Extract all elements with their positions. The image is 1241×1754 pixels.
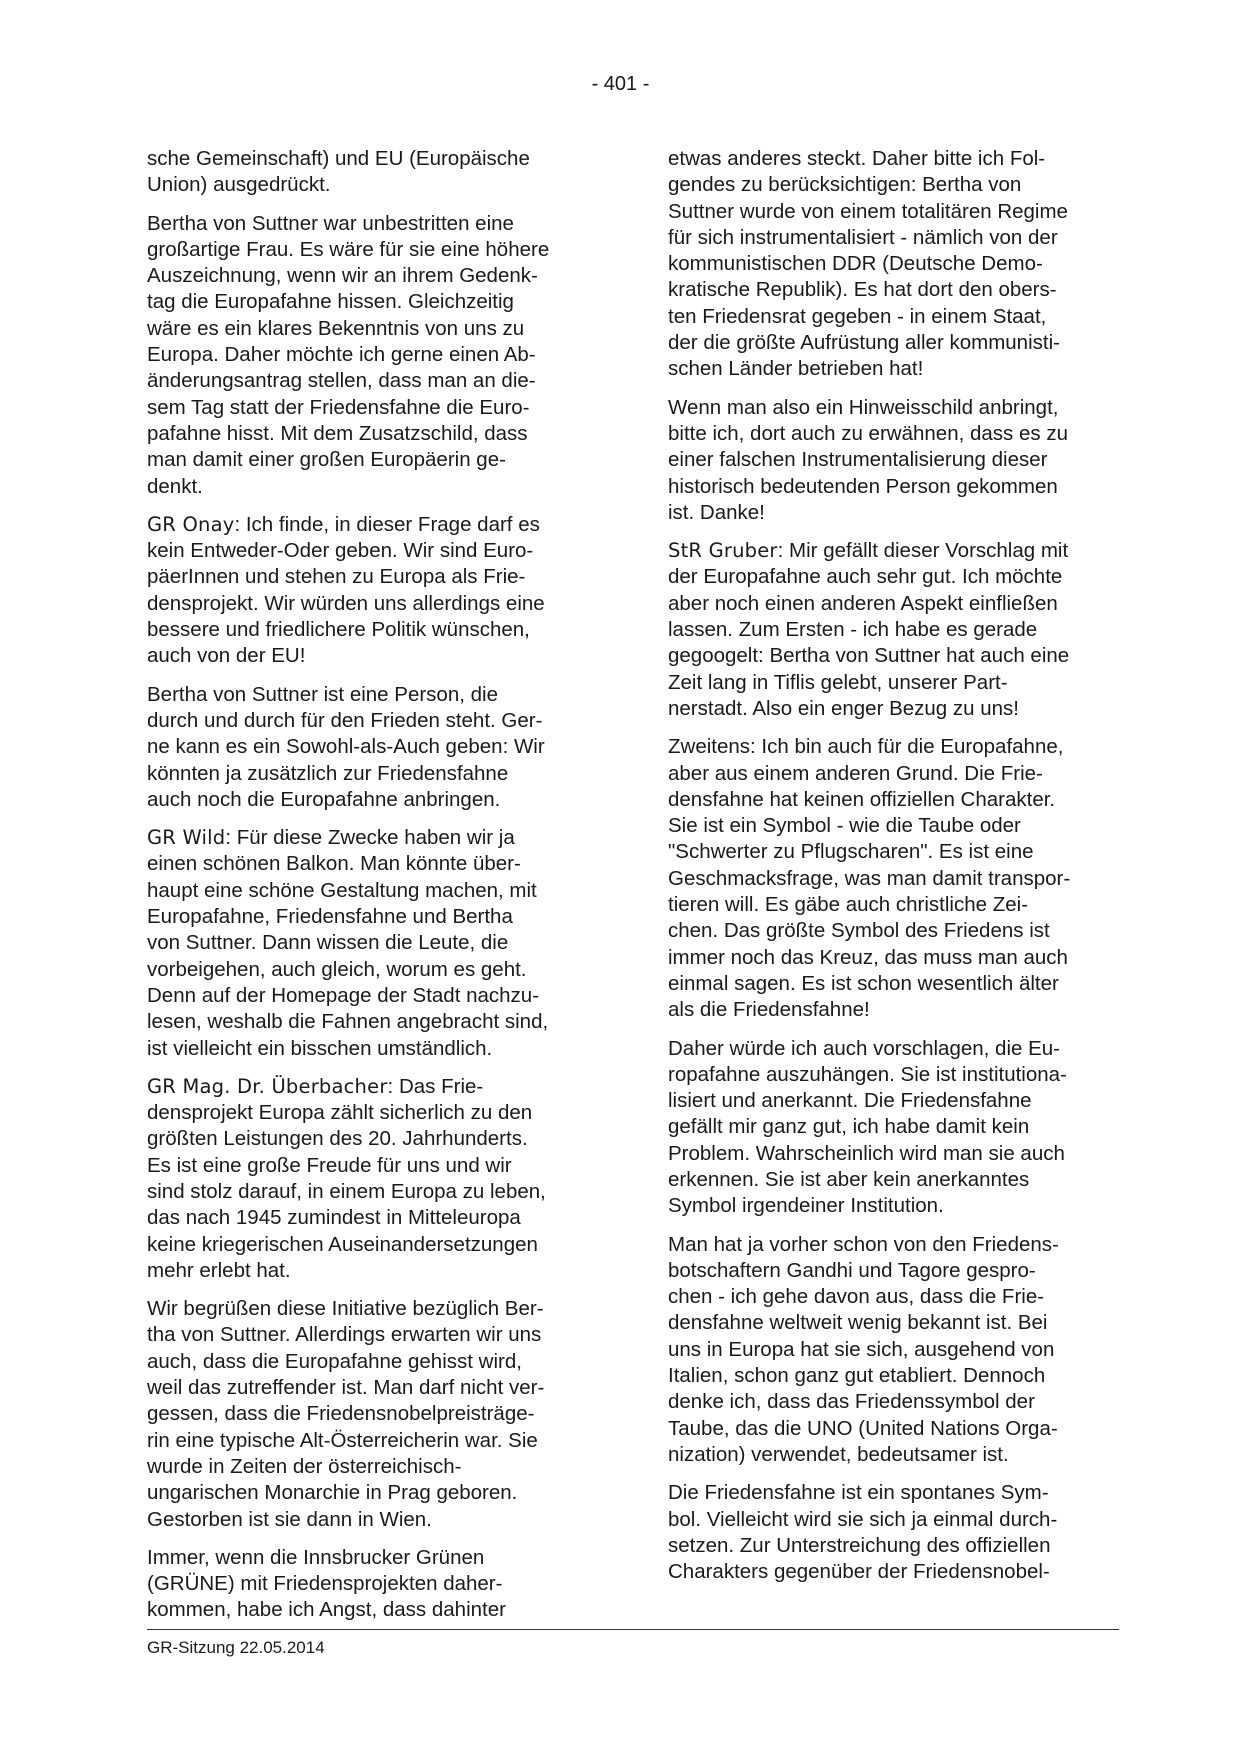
speech-text: : Für diese Zwecke haben wir ja einen schönen Balkon. Man könnte über- haupt eine schöne Gestaltung machen, mit Europafahne, Friedensfahne und Bertha von Suttner. Dann wissen die Leute, die vorbeigehen, auch gleich, worum es geht. Denn auf der Homepage der Stadt nachzu- lesen, weshalb die Fahnen angebracht sind, ist vielleicht ein bisschen umständlich. [147,826,549,1060]
speech-text: : Mir gefällt dieser Vorschlag mit der Europafahne auch sehr gut. Ich möchte aber noch einen anderen Aspekt einfließen lassen. Zum Ersten - ich habe es gerade gegoogelt: Bertha von Suttner hat auch eine Zeit lang in Tiflis gelebt, unserer Part- nerstadt. Also ein enger Bezug zu uns! [668,539,1070,720]
paragraph: Die Friedensfahne ist ein spontanes Sym- bol. Vielleicht wird sie sich ja einmal durch- setzen. Zur Unterstreichung des offiziellen Charakters gegenüber der Friedensnobel- [668,1481,1058,1584]
paragraph: etwas anderes steckt. Daher bitte ich Fol- gendes zu berücksichtigen: Bertha von Suttner wurde von einem totalitären Regime für sich instrumentalisiert - nämlich von der kommunistischen DDR (Deutsche Demo- kratische Republik). Es hat dort den obers- ten Friedensrat gegeben - in einem Staat, der die größte Aufrüstung aller kommunisti- schen Länder betrieben hat! [668,147,1068,381]
paragraph: Zweitens: Ich bin auch für die Europafahne, aber aus einem anderen Grund. Die Frie- densfahne hat keinen offiziellen Charakter. Sie ist ein Symbol - wie die Taube oder "Schwerter zu Pflugscharen". Es ist eine Geschmacksfrage, was man damit transpor- tieren will. Es gäbe auch christliche Zei- chen. Das größte Symbol des Friedens ist immer noch das Kreuz, das muss man auch einmal sagen. Es ist schon wesentlich älter als die Friedensfahne! [668,735,1071,1022]
paragraph: sche Gemeinschaft) und EU (Europäische Union) ausgedrückt. [147,147,530,197]
paragraph: Man hat ja vorher schon von den Friedens- botschaftern Gandhi und Tagore gespro- chen - ich gehe davon aus, dass die Frie- densfahne weltweit wenig bekannt ist. Bei uns in Europa hat sie sich, ausgehend von Italien, schon ganz gut etabliert. Dennoch denke ich, dass das Friedenssymbol der Taube, das die UNO (United Nations Orga- nization) verwendet, bedeutsamer ist. [668,1232,1059,1466]
footer-divider [147,1629,1119,1630]
speech-paragraph [668,538,1108,722]
paragraph: Bertha von Suttner war unbestritten eine großartige Frau. Es wäre für sie eine höhere Auszeichnung, wenn wir an ihrem Gedenk- tag die Europafahne hissen. Gleichzeitig wäre es ein klares Bekenntnis von uns zu Europa. Daher möchte ich gerne einen Ab- änderungsantrag stellen, dass man an die- sem Tag statt der Friedensfahne die Euro- pafahne hisst. Mit dem Zusatzschild, dass man damit einer großen Europäerin ge- denkt. [147,211,550,498]
speech-paragraph [147,825,587,1062]
page-number: - 401 - [591,73,650,95]
left-column [147,146,587,1636]
paragraph: Immer, wenn die Innsbrucker Grünen (GRÜNE) mit Friedensprojekten daher- kommen, habe ich Angst, dass dahinter [147,1545,506,1622]
speech-paragraph [147,512,587,670]
speech-text: : Das Frie- densprojekt Europa zählt sicherlich zu den größten Leistungen des 20. Jahrhunderts. Es ist eine große Freude für uns und wir sind stolz darauf, in einem Europa zu leben, das nach 1945 zumindest in Mitteleuropa keine kriegerischen Auseinandersetzungen mehr erlebt hat. [147,1074,546,1282]
right-column [668,146,1108,1597]
paragraph: Wir begrüßen diese Initiative bezüglich Ber- tha von Suttner. Allerdings erwarten wir uns auch, dass die Europafahne gehisst wird, weil das zutreffender ist. Man darf nicht ver- gessen, dass die Friedensnobelpreisträge- rin eine typische Alt-Österreicherin war. Sie wurde in Zeiten der österreichisch- ungarischen Monarchie in Prag geboren. Gestorben ist sie dann in Wien. [147,1297,545,1531]
paragraph: Daher würde ich auch vorschlagen, die Eu- ropafahne auszuhängen. Sie ist institutiona- lisiert und anerkannt. Die Friedensfahne gefällt mir ganz gut, ich habe damit kein Problem. Wahrscheinlich wird man sie auch erkennen. Sie ist aber kein anerkanntes Symbol irgendeiner Institution. [668,1036,1067,1218]
paragraph: Bertha von Suttner ist eine Person, die durch und durch für den Frieden steht. Ger- ne kann es ein Sowohl-als-Auch geben: Wir könnten ja zusätzlich zur Friedensfahne auch noch die Europafahne anbringen. [147,682,545,811]
speech-text: : Ich finde, in dieser Frage darf es kein Entweder-Oder geben. Wir sind Euro- päerInnen und stehen zu Europa als Frie- densprojekt. Wir würden uns allerdings eine bessere und friedlichere Politik wünschen, auch von der EU! [147,512,545,668]
speaker-name: GR Wild [147,826,226,850]
speaker-name: StR Gruber [668,539,778,563]
footer-session-date: GR-Sitzung 22.05.2014 [147,1638,325,1657]
paragraph: Wenn man also ein Hinweisschild anbringt, bitte ich, dort auch zu erwähnen, dass es zu einer falschen Instrumentalisierung dieser historisch bedeutenden Person gekommen ist. Danke! [668,395,1068,524]
speaker-name: GR Onay [147,512,235,536]
speech-paragraph [147,1074,587,1284]
speaker-name: GR Mag. Dr. Überbacher [147,1074,388,1098]
